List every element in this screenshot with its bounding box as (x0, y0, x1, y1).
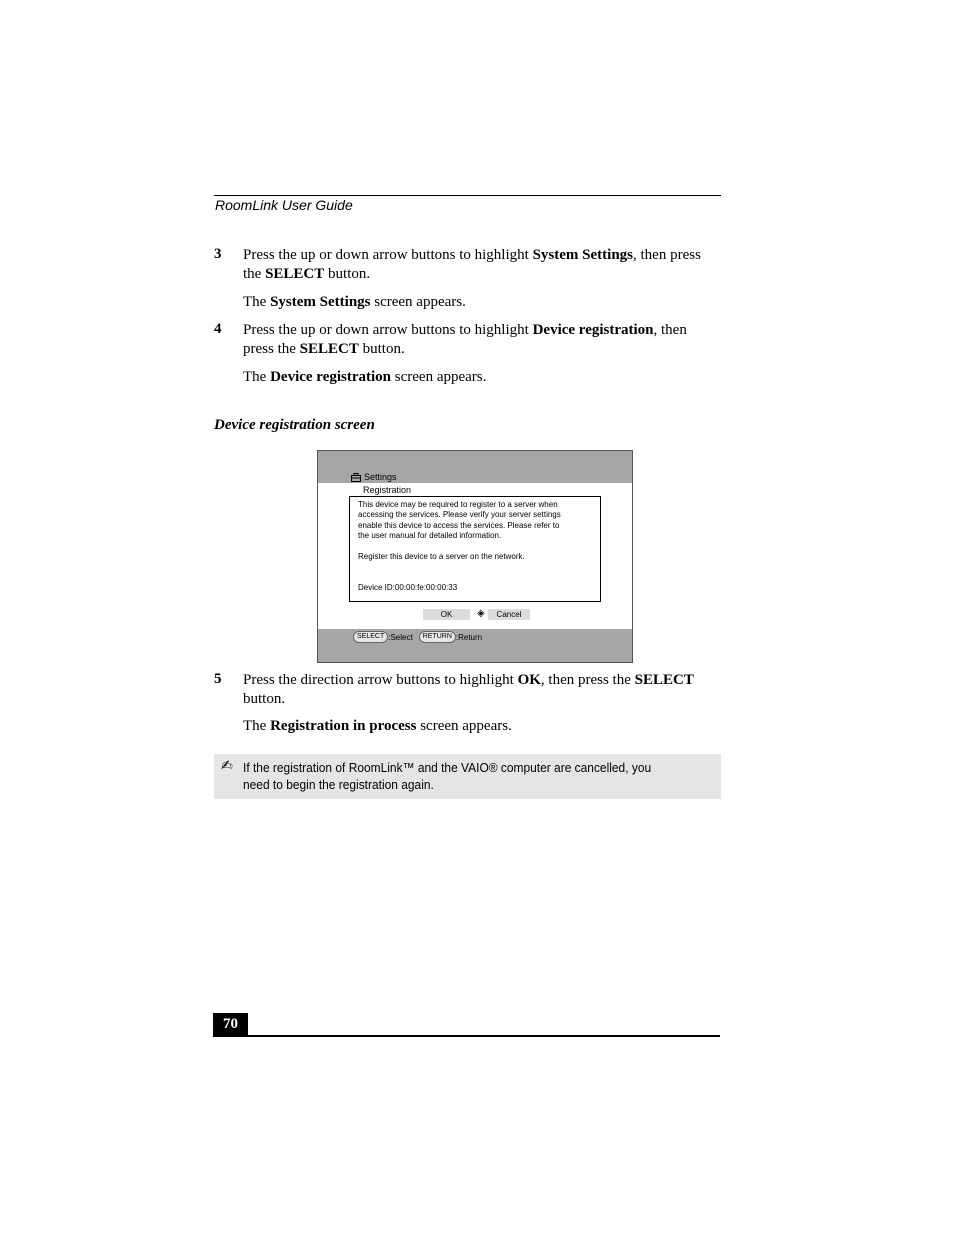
step-result: The Device registration screen appears. (243, 369, 487, 385)
toolbox-icon (351, 473, 361, 482)
settings-label: Settings (364, 472, 397, 482)
header-rule (214, 195, 721, 196)
step-result: The Registration in process screen appears. (243, 718, 512, 734)
registration-message-box (349, 496, 601, 602)
step-instruction: Press the up or down arrow buttons to highlight Device registration, then press the SELECT button. (243, 322, 687, 357)
select-key-badge: SELECT (353, 631, 388, 643)
step-number: 4 (214, 321, 222, 337)
register-prompt: Register this device to a server on the network. (358, 552, 525, 561)
device-id: Device ID:00:00:fe:00:00:33 (358, 583, 458, 592)
running-header: RoomLink User Guide (215, 197, 353, 213)
diamond-arrow-icon: ◈ (477, 608, 485, 619)
select-action-label: :Select (388, 632, 413, 642)
footer-rule (213, 1035, 720, 1037)
note-pencil-icon: ✍ (221, 758, 233, 774)
ok-button[interactable]: OK (423, 609, 470, 620)
step-number: 5 (214, 671, 222, 687)
registration-label: Registration (363, 485, 412, 495)
device-registration-screenshot (317, 450, 633, 663)
settings-header (351, 472, 397, 482)
button-legend (353, 631, 482, 643)
note-box (214, 754, 721, 799)
note-text: If the registration of RoomLink™ and the VAIO® computer are cancelled, you need to begin the registration again. (243, 760, 652, 792)
return-action-label: :Return (455, 632, 483, 642)
step-result: The System Settings screen appears. (243, 294, 466, 310)
page-number: 70 (213, 1013, 248, 1036)
info-text: This device may be required to register to a server when accessing the services. Please verify your server settings enable this device to access the services. Please refer to the user manual for detailed information. (358, 500, 561, 540)
cancel-button[interactable]: Cancel (488, 609, 530, 620)
figure-caption: Device registration screen (214, 417, 375, 433)
return-key-badge: RETURN (419, 631, 456, 643)
step-instruction: Press the direction arrow buttons to highlight OK, then press the SELECT button. (243, 672, 694, 707)
step-instruction: Press the up or down arrow buttons to highlight System Settings, then press the SELECT button. (243, 247, 701, 282)
step-number: 3 (214, 246, 222, 262)
